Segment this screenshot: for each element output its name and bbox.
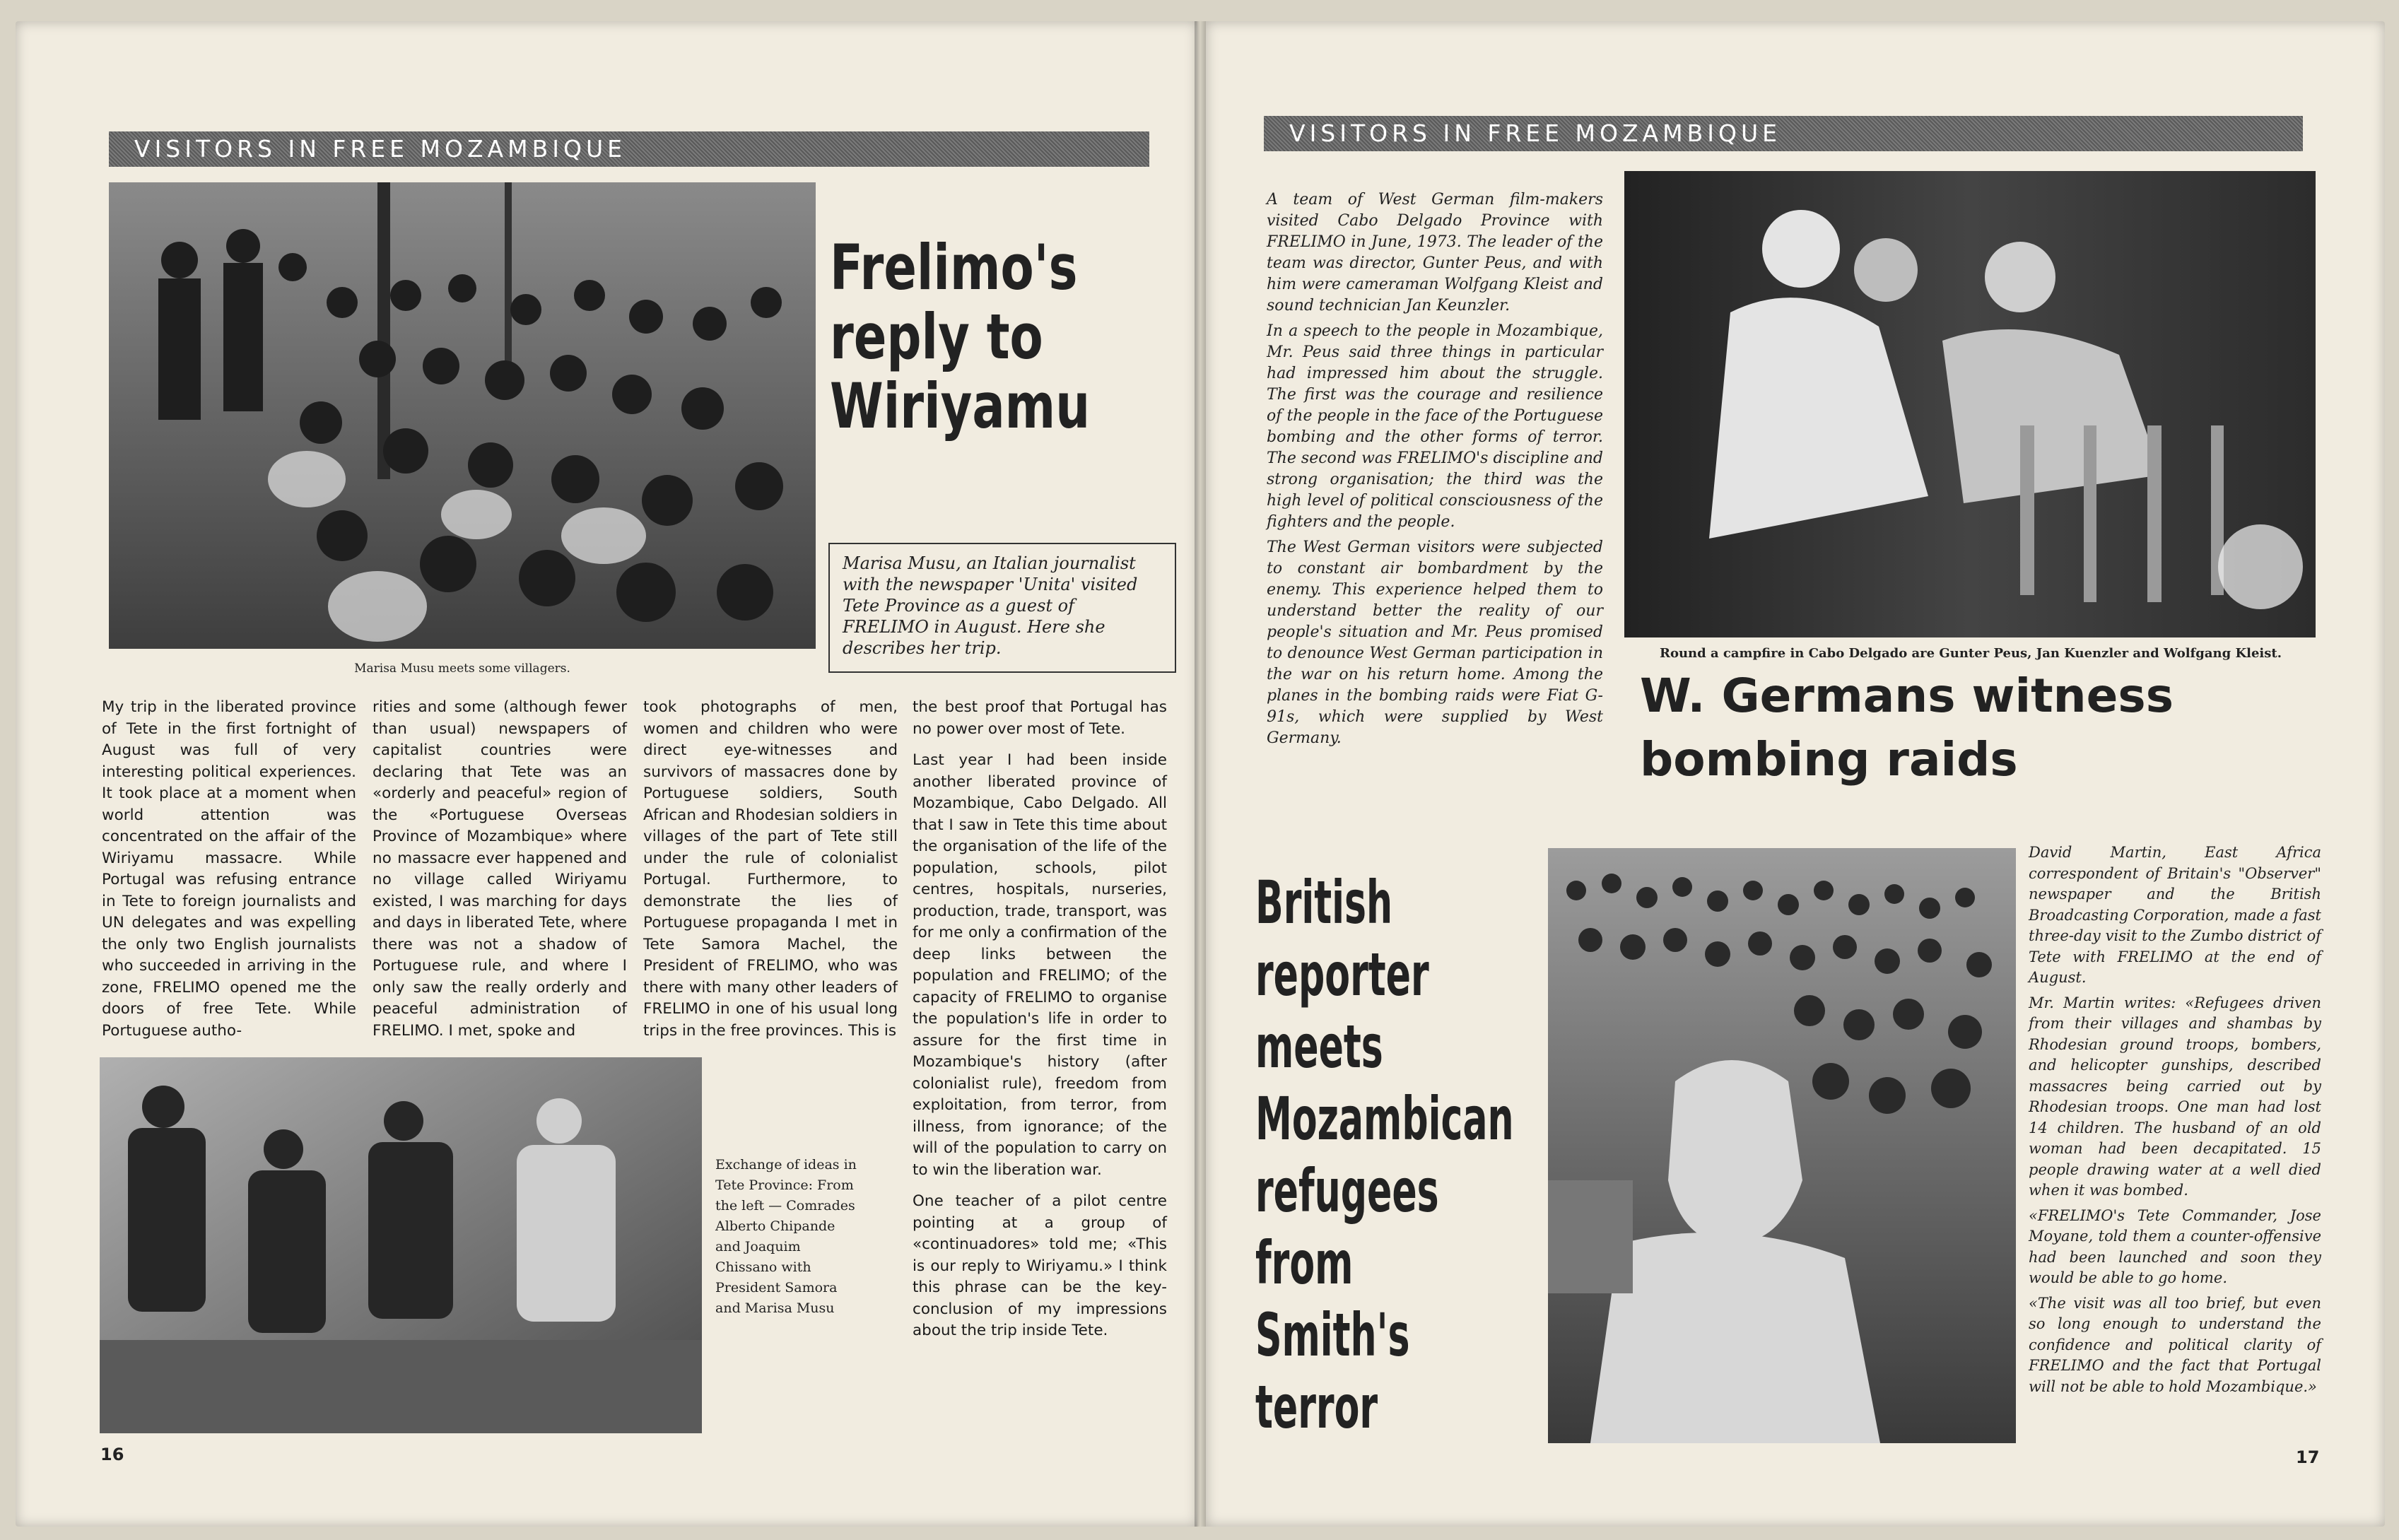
article-column-2: rities and some (although fewer than usual) newspapers of capitalist countries were declaring that Tete was an «orderly and peaceful» region of the «Portuguese Overseas Province of Mozambique» where no massacre ever happened and no village called Wiriyamu existed, I was marching for days and days in liberated Tete, where there was not a shadow of Portuguese rule, and where I only saw the really orderly and peaceful administration of FRELIMO. I met, spoke and	[373, 698, 627, 1040]
headline-british-reporter	[1255, 866, 1514, 1443]
headline-line: meets	[1255, 1012, 1383, 1081]
paragraph: «FRELIMO's Tete Commander, Jose Moyane, told them a counter-offensive had been launched and soon they would be able to go home.	[2029, 1206, 2321, 1286]
section-banner-right: VISITORS IN FREE MOZAMBIQUE	[1264, 116, 2303, 151]
paragraph: Last year I had been inside another liberated province of Mozambique, Cabo Delgado. All that I saw in Tete this time about the organisation of the life of the population, schools, pilot centres, hospitals, nurseries, production, trade, transport, was for me only a confirmation of the deep links between the population and FRELIMO; of the capacity of FRELIMO to organise the population's life in order to assure for the first time in Mozambique's history (after colonialist rule), freedom from exploitation, from terror, from illness, from ignorance; of the will of the population to carry on to win the liberation war.	[913, 751, 1167, 1179]
headline-line: reply to	[830, 300, 1043, 373]
article-column-4	[913, 697, 1167, 1352]
section-banner-left: VISITORS IN FREE MOZAMBIQUE	[109, 131, 1149, 167]
paragraph: David Martin, East Africa correspondent of Britain's "Observer" newspaper and the British Broadcasting Corporation, made a fast three-day visit to the Zumbo district of Tete with FRELIMO at the end of August.	[2029, 844, 2321, 986]
headline-line: from	[1255, 1228, 1354, 1298]
intro-box: Marisa Musu, an Italian journalist with the newspaper 'Unita' visited Tete Province as a guest of FRELIMO in August. Here she describes her trip.	[828, 543, 1176, 673]
villagers-photo	[109, 182, 816, 649]
headline-line: Frelimo's	[830, 231, 1078, 304]
article-column-3: took photographs of men, women and children who were direct eye-witnesses and survivors of massacres done by Portuguese soldiers, South African and Rhodesian soldiers in villages of the part of Tete still under the rule of colonialist Portugal. Furthermore, to demonstrate the lies of Portuguese propaganda I met in Tete Samora Machel, the President of FRELIMO, who was there with many other leaders of FRELIMO in one of his usual long trips in the free provinces. This is	[643, 698, 898, 1040]
comrades-photo	[100, 1057, 702, 1433]
headline-line: W. Germans witness	[1640, 669, 2174, 723]
headline-w-germans	[1640, 664, 2174, 792]
page-number-right: 17	[2296, 1447, 2320, 1467]
headline-line: British	[1255, 868, 1393, 937]
paragraph: One teacher of a pilot centre pointing at a group of «continuadores» told me; «This is our reply to Wiriyamu.» I think this phrase can be the key-conclusion of my impressions about the trip inside Tete.	[913, 1192, 1167, 1339]
martin-column	[2029, 842, 2321, 1401]
headline-line: Wiriyamu	[830, 370, 1091, 442]
headline-line: terror	[1255, 1373, 1378, 1442]
headline-line: bombing raids	[1640, 732, 2018, 787]
paragraph: the best proof that Portugal has no power over most of Tete.	[913, 698, 1167, 738]
headline-frelimo-reply	[830, 233, 1090, 441]
photo-caption-villagers: Marisa Musu meets some villagers.	[354, 662, 570, 676]
headline-line: reporter	[1255, 940, 1429, 1009]
photo-caption-campfire: Round a campfire in Cabo Delgado are Gunter Peus, Jan Kuenzler and Wolfgang Kleist.	[1660, 646, 2282, 661]
paragraph: A team of West German film-makers visited Cabo Delgado Province with FRELIMO in June, 1973. The leader of the team was director, Gunter Peus, and with him were cameraman Wolfgang Kleist and sound technician Jan Keunzler.	[1267, 191, 1603, 315]
right-page	[1206, 21, 2385, 1527]
headline-line: Mozambican	[1255, 1084, 1514, 1153]
left-page	[16, 21, 1197, 1527]
photo-caption-comrades: Exchange of ideas in Tete Province: From the left — Comrades Alberto Chipande and Joaquim Chissano with President Samora and Marisa Musu	[715, 1157, 857, 1316]
page-number-left: 16	[100, 1445, 124, 1464]
headline-line: refugees	[1255, 1156, 1439, 1225]
paragraph: The West German visitors were subjected to constant air bombardment by the enemy. This experience helped them to understand better the reality of our people's situation and Mr. Peus promised to denounce West German participation in the war on his return home. Among the planes in the bombing raids were Fiat G-91s, which were supplied by West Germany.	[1267, 539, 1603, 747]
headline-line: Smith's	[1255, 1300, 1410, 1370]
paragraph: «The visit was all too brief, but even so long enough to understand the confidence and political clarity of FRELIMO and the fact that Portugal will not be able to hold Mozambique.»	[2029, 1294, 2321, 1395]
refugees-photo	[1548, 848, 2016, 1443]
campfire-photo	[1624, 171, 2316, 637]
west-german-intro	[1267, 189, 1603, 753]
paragraph: Mr. Martin writes: «Refugees driven from their villages and shambas by Rhodesian ground troops, bombers, and helicopter gunships, described massacres being carried out by Rhodesian troops. One man had lost 14 children. The husband of an old woman had been decapitated. 15 people drawing water at a well died when it was bombed.	[2029, 994, 2321, 1199]
article-column-1: My trip in the liberated province of Tete in the first fortnight of August was full of very interesting political experiences. It took place at a moment when world attention was concentrated on the affair of the Wiriyamu massacre. While Portugal was refusing entrance in Tete to foreign journalists and UN delegates and was expelling the only two English journalists who succeeded in arriving in the zone, FRELIMO opened me the doors of free Tete. While Portuguese autho-	[102, 698, 356, 1040]
paragraph: In a speech to the people in Mozambique, Mr. Peus said three things in particular had impressed him about the struggle. The first was the courage and resilience of the people in the face of the Portuguese bombing and the other forms of terror. The second was FRELIMO's discipline and strong organisation; the third was the high level of political consciousness of the fighters and the people.	[1267, 322, 1603, 531]
